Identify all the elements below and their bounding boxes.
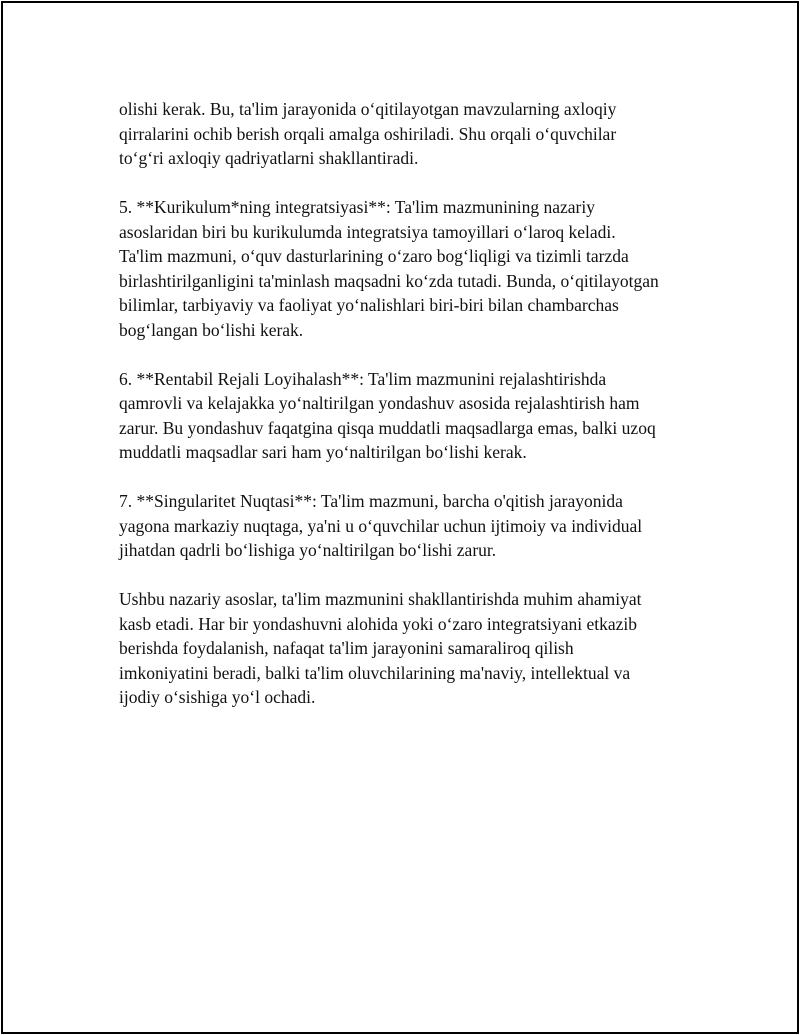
paragraph-continuation: olishi kerak. Bu, ta'lim jarayonida o‘qitilayotgan mavzularning axloqiy qirralarini ochib berish orqali amalga oshiriladi. Shu orqali o‘quvchilar to‘g‘ri axloqiy qadriyatlarni shakllantiradi. <box>119 99 617 168</box>
paragraph-item-7: 7. **Singularitet Nuqtasi**: Ta'lim mazmuni, barcha o'qitish jarayonida yagona markaziy nuqtaga, ya'ni u o‘quvchilar uchun ijtimoiy va individual jihatdan qadrli bo‘lishiga yo‘naltirilgan bo‘lishi zarur. <box>119 491 643 560</box>
document-body <box>119 97 699 734</box>
paragraph-item-6: 6. **Rentabil Rejali Loyihalash**: Ta'lim mazmunini rejalashtirishda qamrovli va kelajakka yo‘naltirilgan yondashuv asosida rejalashtirish ham zarur. Bu yondashuv faqatgina qisqa muddatli maqsadlarga emas, balki uzoq muddatli maqsadlar sari ham yo‘naltirilgan bo‘lishi kerak. <box>119 368 656 462</box>
document-page <box>1 1 799 1034</box>
paragraph-item-5: 5. **Kurikulum*ning integratsiyasi**: Ta'lim mazmunining nazariy asoslaridan biri bu kurikulumda integratsiya tamoyillari o‘laroq keladi. Ta'lim mazmuni, o‘quv dasturlarining o‘zaro bog‘liqligi va tizimli tarzda birlashtirilganligini ta'minlash maqsadni ko‘zda tutadi. Bunda, o‘qitilayotgan bilimlar, tarbiyaviy va faoliyat yo‘nalishlari biri-biri bilan chambarchas bog‘langan bo‘lishi kerak. <box>119 197 659 340</box>
paragraph-conclusion: Ushbu nazariy asoslar, ta'lim mazmunini shakllantirishda muhim ahamiyat kasb etadi. Har bir yondashuvni alohida yoki o‘zaro integratsiyani etkazib berishda foydalanish, nafaqat ta'lim jarayonini samaraliroq qilish imkoniyatini beradi, balki ta'lim oluvchilarining ma'naviy, intellektual va ijodiy o‘sishiga yo‘l ochadi. <box>119 589 642 707</box>
